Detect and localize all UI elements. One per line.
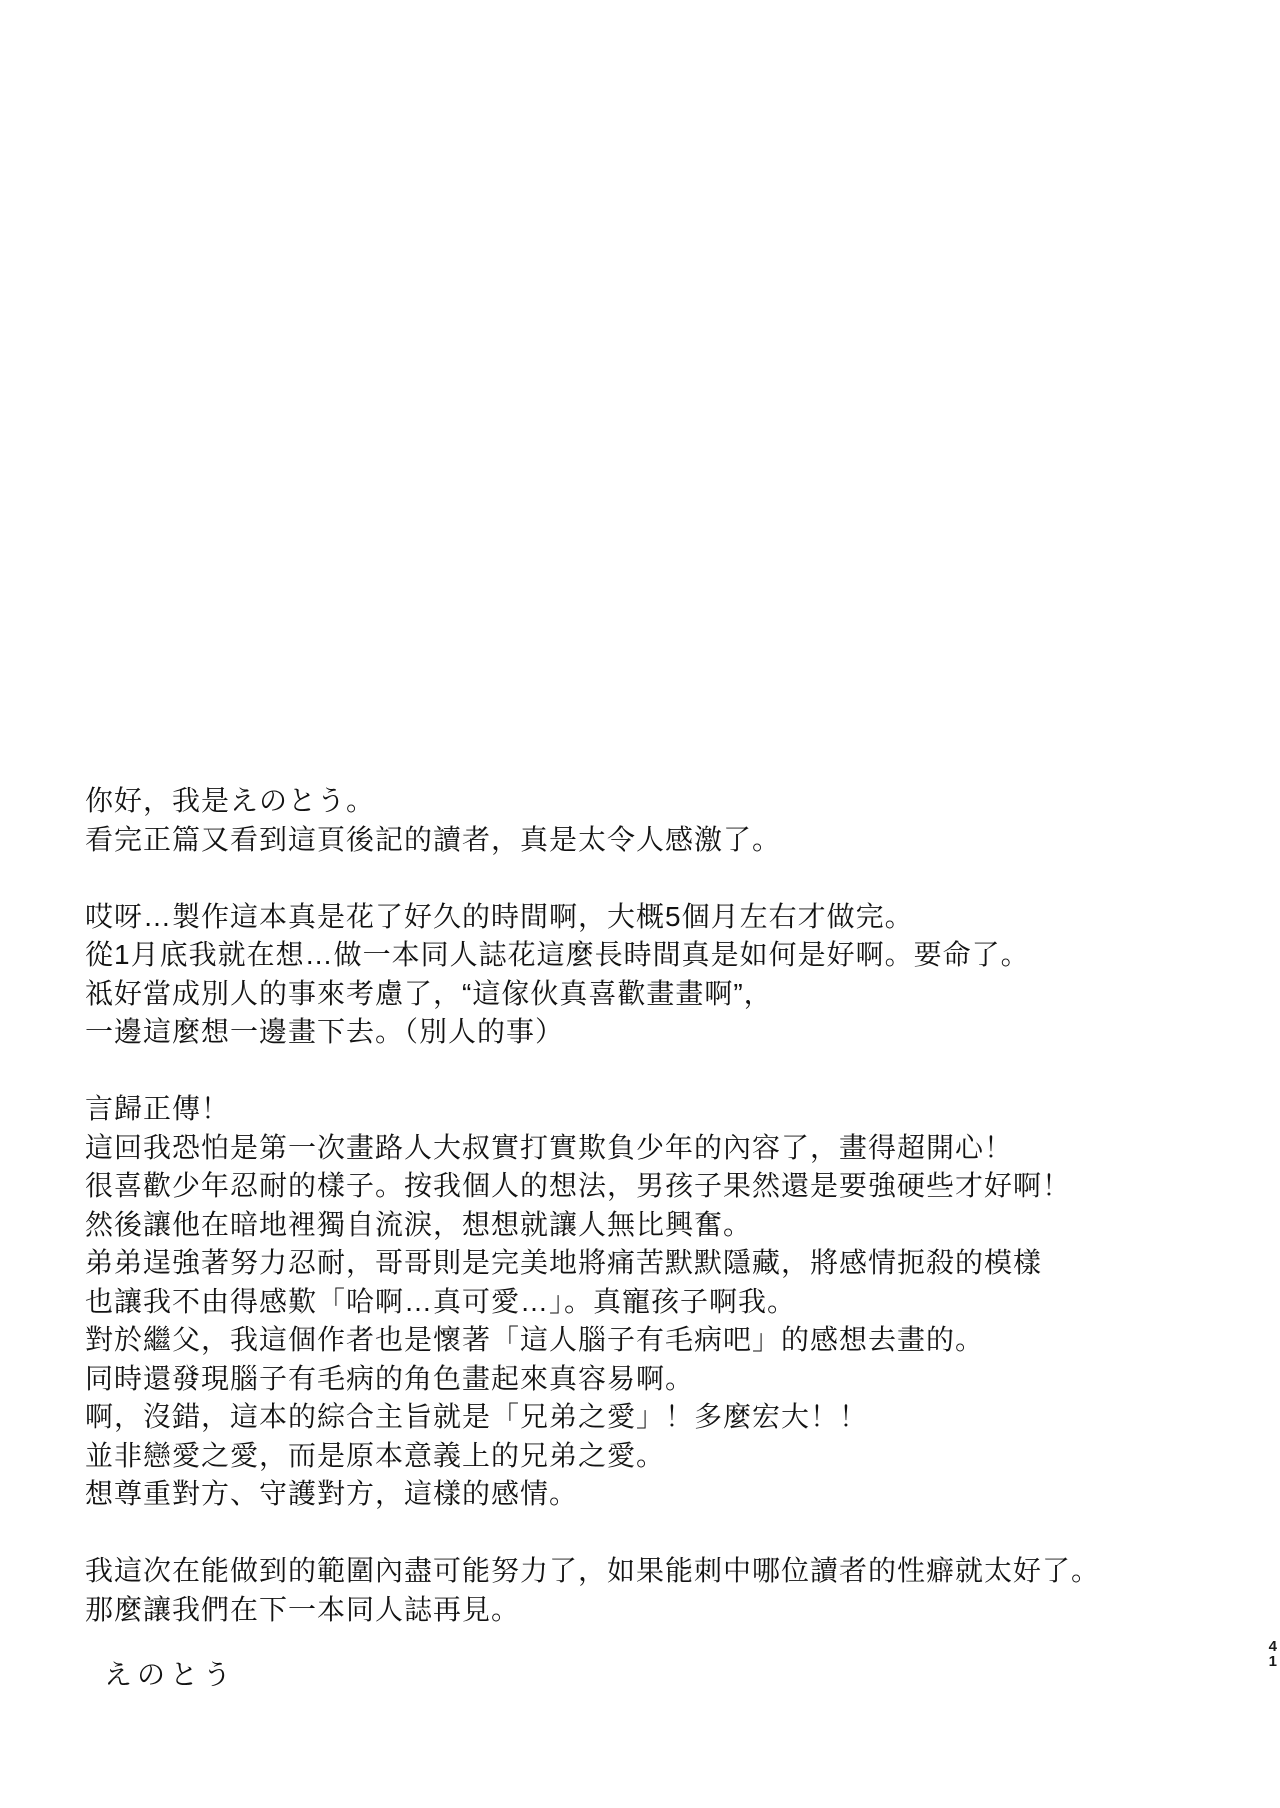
afterword-line: 很喜歡少年忍耐的樣子。按我個人的想法，男孩子果然還是要強硬些才好啊！ — [85, 1170, 1072, 1201]
afterword-line-blank — [85, 1514, 1100, 1553]
afterword-line: 你好，我是えのとう。 — [85, 785, 376, 816]
afterword-line: 一邊這麼想一邊畫下去。（別人的事） — [85, 1016, 565, 1047]
afterword-line: 從1月底我就在想…做一本同人誌花這麼長時間真是如何是好啊。要命了。 — [85, 939, 1030, 970]
afterword-line-blank — [85, 1052, 1100, 1091]
page-number — [1269, 1640, 1277, 1669]
afterword-text — [85, 782, 1100, 1629]
afterword-line: 也讓我不由得感歎「哈啊…真可愛…」。真寵孩子啊我。 — [85, 1285, 797, 1317]
page-number-digit-top: 4 — [1268, 1638, 1277, 1655]
afterword-line: 然後讓他在暗地裡獨自流淚，想想就讓人無比興奮。 — [85, 1208, 753, 1240]
afterword-line: 並非戀愛之愛，而是原本意義上的兄弟之愛。 — [85, 1439, 666, 1471]
afterword-line: 想尊重對方、守護對方，這樣的感情。 — [85, 1478, 579, 1509]
afterword-line: 弟弟逞強著努力忍耐，哥哥則是完美地將痛苦默默隱藏，將感情扼殺的模樣 — [85, 1247, 1043, 1278]
afterword-line: 那麼讓我們在下一本同人誌再見。 — [85, 1593, 521, 1625]
afterword-line-blank — [85, 859, 1100, 898]
afterword-line: 言歸正傳！ — [85, 1093, 231, 1124]
afterword-line: 對於繼父，我這個作者也是懷著「這人腦子有毛病吧」的感想去畫的。 — [85, 1324, 985, 1355]
afterword-line: 我這次在能做到的範圍內盡可能努力了，如果能刺中哪位讀者的性癖就太好了。 — [85, 1555, 1101, 1586]
afterword-line: 這回我恐怕是第一次畫路人大叔實打實欺負少年的內容了，畫得超開心！ — [85, 1131, 1014, 1163]
afterword-line: 祗好當成別人的事來考慮了，“這傢伙真喜歡畫畫啊”， — [85, 977, 773, 1009]
author-signature: えのとう — [104, 1659, 237, 1690]
page-number-digit-bottom: 1 — [1268, 1652, 1277, 1670]
afterword-line: 啊，沒錯，這本的綜合主旨就是「兄弟之愛」！多麼宏大！！ — [85, 1401, 869, 1432]
afterword-line: 同時還發現腦子有毛病的角色畫起來真容易啊。 — [85, 1362, 695, 1394]
afterword-line: 哎呀…製作這本真是花了好久的時間啊，大概5個月左右才做完。 — [85, 900, 914, 932]
afterword-line: 看完正篇又看到這頁後記的讀者，真是太令人感激了。 — [85, 823, 782, 855]
